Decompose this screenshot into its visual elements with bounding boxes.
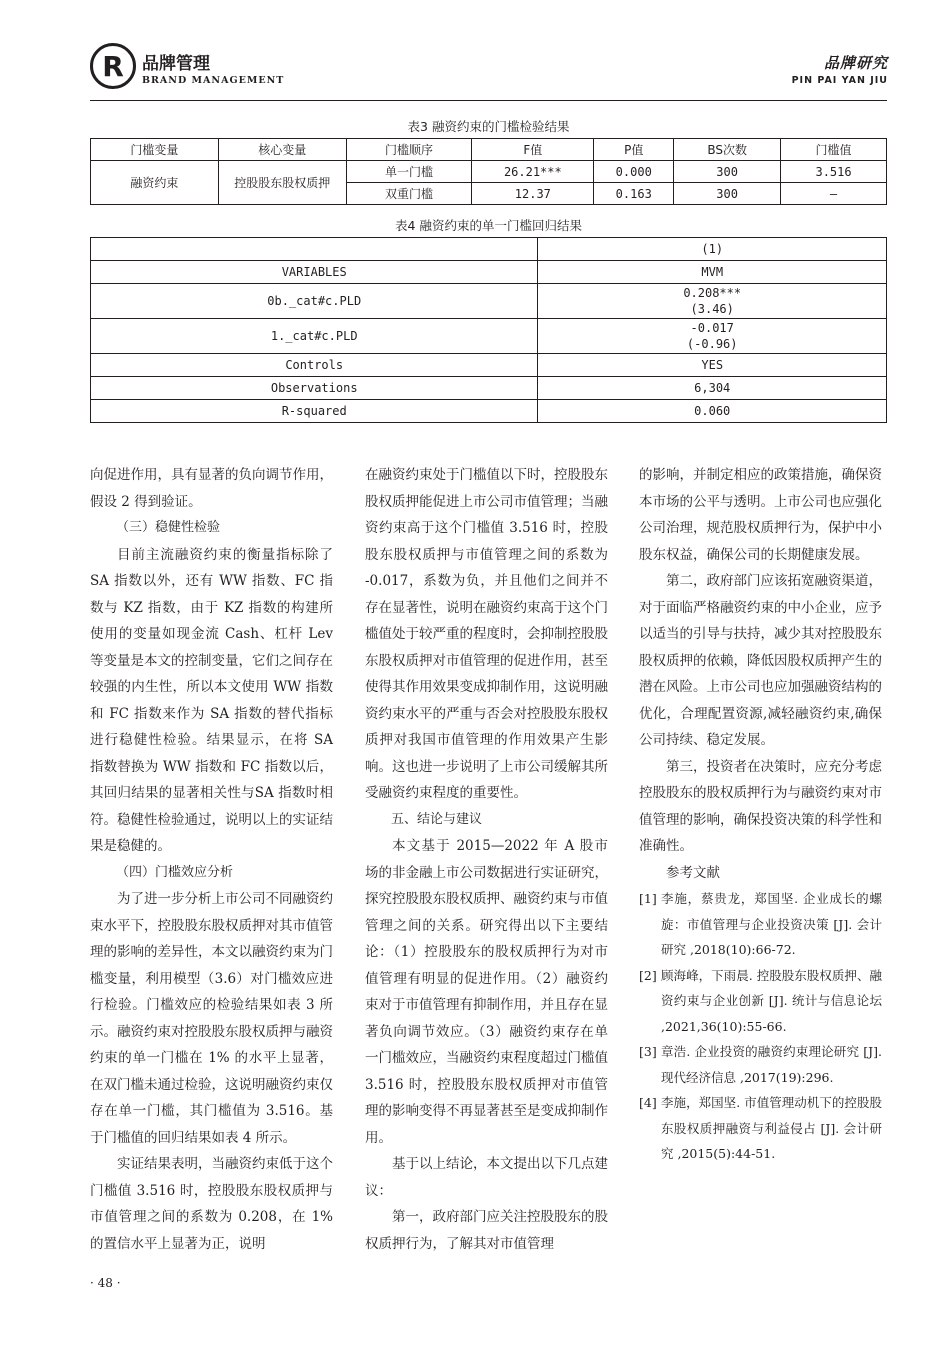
paragraph: 第一，政府部门应关注控股股东的股权质押行为，了解其对市值管理 <box>365 1209 608 1252</box>
row-value: YES <box>538 354 887 377</box>
paragraph: 在融资约束处于门槛值以下时，控股股东股权质押能促进上市公司市值管理；当融资约束高于这个门槛值 3.516 时，控股股东股权质押与市值管理之间的系数为 -0.017，系数为负，并且他们之间并不存在显著性，说明在融资约束高于这个门槛值处于较严重的程度时，会抑制控股股东股权质押对市值管理的促进作用，甚至使得其作用效果变成抑制作用，这说明融资约束水平的严重与否会对控股股东股权质押对我国市值管理的作用效果产生影响。这也进一步说明了上市公司缓解其所受融资约束程度的重要性。 <box>365 467 608 801</box>
paragraph: 第三，投资者在决策时，应充分考虑控股股东的股权质押行为与融资约束对市值管理的影响，确保投资决策的科学性和准确性。 <box>639 758 882 854</box>
reference-text: 顾海峰，下雨晨. 控股股东股权质押、融资约束与企业创新 [J]. 统计与信息论坛 ,2021,36(10):55-66. <box>661 967 882 1034</box>
reference-text: 李施，蔡贵龙，郑国坚. 企业成长的螺旋：市值管理与企业投资决策 [J]. 会计研究 ,2018(10):66-72. <box>661 891 882 957</box>
table3-header-cell: BS次数 <box>674 139 781 161</box>
row-label: Observations <box>91 377 538 400</box>
brand-logo-icon <box>90 43 136 89</box>
paragraph: 目前主流融资约束的衡量指标除了 SA 指数以外，还有 WW 指数、FC 指数与 KZ 指数，由于 KZ 指数的构建所使用的变量如现金流 Cash、杠杆 Lev 等变量是本文的控制变量，它们之间存在较强的内生性，所以本文使用 WW 指数和 FC 指数来作为 SA 指数的替代指标进行稳健性检验。结果显示，在将 SA 指数替换为 WW 指数和 FC 指数以后，其回归结果的显著相关性与SA 指数时相符。稳健性检验通过，说明以上的实证结果是稳健的。 <box>90 546 333 854</box>
t-statistic: (-0.96) <box>686 337 738 351</box>
table-row <box>91 161 887 183</box>
table3-header-cell: 门槛值 <box>781 139 887 161</box>
reference-item <box>639 1090 882 1167</box>
table3-header-row <box>91 139 887 161</box>
table4-header-row <box>91 238 887 261</box>
f-value-cell: 26.21*** <box>472 161 594 183</box>
reference-number: [4] <box>639 1095 657 1110</box>
threshold-order-cell: 双重门槛 <box>346 183 472 205</box>
column-title-cn: 品牌研究 <box>823 54 888 72</box>
logo-letter: R <box>102 49 124 83</box>
references-heading: 参考文献 <box>666 864 720 881</box>
table-row <box>91 354 887 377</box>
threshold-value-cell: — <box>781 183 887 205</box>
section-heading: 五、结论与建议 <box>391 811 483 827</box>
reference-number: [3] <box>639 1044 657 1059</box>
reference-item <box>639 1039 882 1090</box>
bs-count-cell: 300 <box>674 161 781 183</box>
brand-name-en: BRAND MANAGEMENT <box>142 75 285 86</box>
reference-text: 李施，郑国坚. 市值管理动机下的控股股东股权质押融资与利益侵占 [J]. 会计研究 ,2015(5):44-51. <box>661 1095 882 1161</box>
row-value-cell <box>538 284 887 319</box>
threshold-variable-cell: 融资约束 <box>91 161 219 205</box>
p-value-cell: 0.163 <box>594 183 674 205</box>
section-heading: （四）门槛效应分析 <box>116 864 234 880</box>
paragraph: 为了进一步分析上市公司不同融资约束水平下，控股股东股权质押对其市值管理的影响的差异性，本文以融资约束为门槛变量，利用模型（3.6）对门槛效应进行检验。门槛效应的检验结果如表 3 所示。融资约束对控股股东股权质押与融资约束的单一门槛在 1% 的水平上显著，在双门槛未通过检验，这说明融资约束仅存在单一门槛，其门槛值为 3.516。基于门槛值的回归结果如表 4 所示。 <box>90 891 333 1146</box>
coefficient: -0.017 <box>690 321 734 335</box>
reference-item <box>639 886 882 963</box>
column-title-en: PIN PAI YAN JIU <box>791 75 888 86</box>
text-column-3 <box>639 462 882 1167</box>
text-column-1 <box>90 462 333 1257</box>
paragraph: 第二，政府部门应该拓宽融资渠道，对于面临严格融资约束的中小企业，应予以适当的引导与扶持，减少其对控股股东股权质押的依赖，降低因股权质押产生的潜在风险。上市公司也应加强融资结构的优化，合理配置资源,减轻融资约束,确保公司持续、稳定发展。 <box>639 573 882 748</box>
table-row <box>91 284 887 319</box>
core-variable-cell: 控股股东股权质押 <box>218 161 346 205</box>
page-number: · 48 · <box>90 1276 121 1290</box>
table3-header-cell: P值 <box>594 139 674 161</box>
table-row <box>91 400 887 423</box>
table3-header-cell: F值 <box>472 139 594 161</box>
paragraph: 的影响，并制定相应的政策措施，确保资本市场的公平与透明。上市公司也应强化公司治理，规范股权质押行为，保护中小股东权益，确保公司的长期健康发展。 <box>639 467 882 563</box>
bs-count-cell: 300 <box>674 183 781 205</box>
row-label: 0b._cat#c.PLD <box>91 284 538 319</box>
table4-empty-header-cell <box>91 238 538 261</box>
row-value: 6,304 <box>538 377 887 400</box>
table3 <box>90 138 887 205</box>
text-column-2 <box>365 462 608 1257</box>
t-statistic: (3.46) <box>690 302 734 316</box>
row-value-cell <box>538 319 887 354</box>
row-value: 0.060 <box>538 400 887 423</box>
table3-header-cell: 门槛变量 <box>91 139 219 161</box>
table3-header-cell: 核心变量 <box>218 139 346 161</box>
brand-name-cn: 品牌管理 <box>142 54 210 74</box>
row-label: VARIABLES <box>91 261 538 284</box>
paragraph: 实证结果表明，当融资约束低于这个门槛值 3.516 时，控股股东股权质押与市值管理之间的系数为 0.208，在 1% 的置信水平上显著为正，说明 <box>90 1156 333 1252</box>
p-value-cell: 0.000 <box>594 161 674 183</box>
row-label: R-squared <box>91 400 538 423</box>
paragraph: 基于以上结论，本文提出以下几点建议： <box>365 1156 608 1199</box>
reference-number: [1] <box>639 891 657 906</box>
table4-column-header: (1) <box>538 238 887 261</box>
table4-caption: 表4 融资约束的单一门槛回归结果 <box>395 218 582 233</box>
row-label: 1._cat#c.PLD <box>91 319 538 354</box>
reference-number: [2] <box>639 967 657 983</box>
table3-header-cell: 门槛顺序 <box>346 139 472 161</box>
f-value-cell: 12.37 <box>472 183 594 205</box>
reference-item <box>639 963 882 1040</box>
paragraph: 向促进作用，具有显著的负向调节作用，假设 2 得到验证。 <box>90 467 333 510</box>
threshold-value-cell: 3.516 <box>781 161 887 183</box>
threshold-order-cell: 单一门槛 <box>346 161 472 183</box>
coefficient: 0.208*** <box>683 286 742 300</box>
paragraph: 本文基于 2015—2022 年 A 股市场的非金融上市公司数据进行实证研究，探究控股股东股权质押、融资约束与市值管理之间的关系。研究得出以下主要结论：（1）控股股东的股权质押行为对市值管理有明显的促进作用。（2）融资约束对于市值管理有抑制作用，并且存在显著负向调节效应。（3）融资约束存在单一门槛效应，当融资约束程度超过门槛值 3.516 时，控股股东股权质押对市值管理的影响变得不再显著甚至是变成抑制作用。 <box>365 838 608 1146</box>
table4 <box>90 237 887 423</box>
reference-text: 章浩. 企业投资的融资约束理论研究 [J]. 现代经济信息 ,2017(19):296. <box>661 1044 882 1085</box>
row-label: Controls <box>91 354 538 377</box>
table3-caption: 表3 融资约束的门槛检验结果 <box>407 119 570 134</box>
table-row <box>91 319 887 354</box>
table-row <box>91 261 887 284</box>
header-divider <box>90 100 887 101</box>
row-value: MVM <box>538 261 887 284</box>
table-row <box>91 377 887 400</box>
section-heading: （三）稳健性检验 <box>116 520 221 535</box>
